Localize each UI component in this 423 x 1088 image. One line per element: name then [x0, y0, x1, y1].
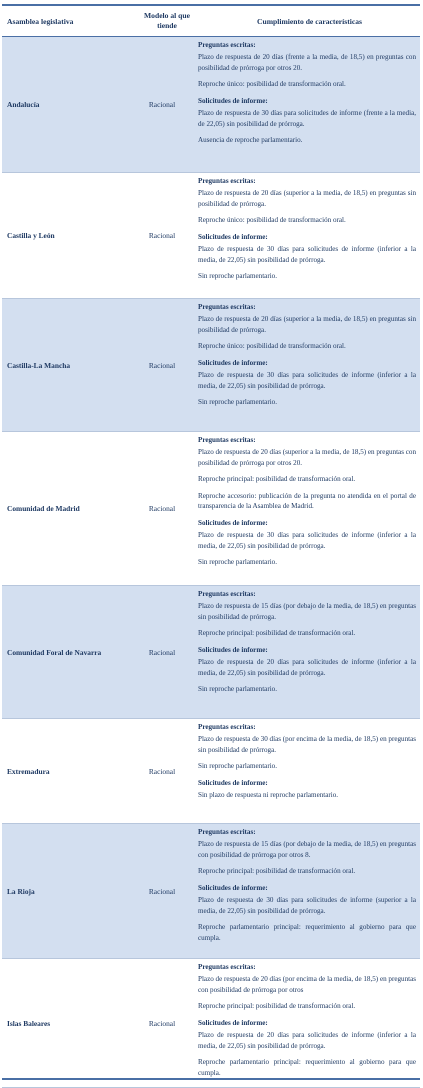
assembly-name: Comunidad Foral de Navarra — [7, 647, 102, 657]
section-heading: Solicitudes de informe: — [198, 1019, 268, 1027]
section-heading: Solicitudes de informe: — [198, 779, 268, 787]
compliance-text: Reproche parlamentario principal: requerimiento al gobierno para que cumpla. — [198, 923, 416, 942]
model-type: Racional — [148, 231, 176, 240]
section-heading: Preguntas escritas: — [198, 828, 256, 836]
section-heading: Solicitudes de informe: — [198, 233, 268, 241]
section-heading: Solicitudes de informe: — [198, 359, 268, 367]
compliance-text: Plazo de respuesta de 30 días para solicitudes de informe (inferior a la media, de 22,05) sin posibilidad de prórroga. — [198, 245, 416, 264]
compliance-text: Reproche único: posibilidad de transformación oral. — [198, 80, 346, 89]
table-bottom-rule — [2, 1078, 420, 1080]
table-header — [2, 6, 420, 37]
section-heading: Preguntas escritas: — [198, 41, 256, 49]
compliance-cell — [194, 586, 420, 718]
compliance-text: Plazo de respuesta de 30 días para solicitudes de informe (superior a la media, de 22,05) sin posibilidad de prórroga. — [198, 896, 416, 915]
model-type: Racional — [148, 886, 176, 896]
assembly-name: Castilla-La Mancha — [7, 360, 71, 370]
table-row — [2, 586, 420, 719]
table-row — [2, 37, 420, 173]
model-type: Racional — [148, 1018, 176, 1028]
header-compliance: Cumplimiento de características — [256, 16, 363, 26]
compliance-text: Plazo de respuesta de 30 días para solicitudes de informe (inferior a la media, de 22,05) sin posibilidad de prórroga. — [198, 371, 416, 390]
compliance-text: Reproche principal: posibilidad de transformación oral. — [198, 629, 356, 638]
compliance-text: Plazo de respuesta de 20 días (frente a la media, de 18,5) en preguntas con posibilidad de prórroga por otros 20. — [198, 53, 416, 72]
table-row — [2, 824, 420, 959]
compliance-text: Plazo de respuesta de 20 días (superior a la media, de 18,5) en preguntas sin posibilidad de prórroga. — [198, 189, 416, 208]
section-heading: Solicitudes de informe: — [198, 97, 268, 105]
assembly-name: Comunidad de Madrid — [7, 504, 80, 513]
table-row — [2, 719, 420, 824]
compliance-cell — [194, 824, 420, 958]
compliance-text: Plazo de respuesta de 15 días (por debajo de la media, de 18,5) en preguntas sin posibilidad de prórroga. — [198, 602, 416, 621]
header-model — [135, 6, 199, 36]
compliance-text: Reproche accesorio: publicación de la pregunta no atendida en el portal de transparencia de la Asamblea de Madrid. — [198, 492, 416, 511]
assembly-name: Castilla y León — [7, 231, 55, 240]
characteristics-table — [2, 4, 420, 1088]
compliance-cell — [194, 719, 420, 823]
compliance-text: Plazo de respuesta de 30 días para solicitudes de informe (inferior a la media, de 22,05) sin posibilidad de prórroga. — [198, 531, 416, 550]
section-heading: Solicitudes de informe: — [198, 884, 268, 892]
header-model-line1: Modelo al que — [144, 11, 190, 20]
compliance-cell — [194, 299, 420, 431]
compliance-text: Plazo de respuesta de 30 días para solicitudes de informe (frente a la media, de 22,05) sin posibilidad de prórroga. — [198, 109, 416, 128]
assembly-name: Islas Baleares — [7, 1018, 51, 1028]
section-heading: Solicitudes de informe: — [198, 519, 268, 527]
assembly-name: Andalucía — [7, 100, 40, 109]
compliance-text: Reproche principal: posibilidad de transformación oral. — [198, 1002, 356, 1011]
compliance-text: Sin plazo de respuesta ni reproche parlamentario. — [198, 791, 339, 800]
section-heading: Preguntas escritas: — [198, 590, 256, 598]
compliance-text: Reproche único: posibilidad de transformación oral. — [198, 342, 346, 351]
compliance-text: Sin reproche parlamentario. — [198, 685, 277, 694]
compliance-text: Reproche principal: posibilidad de transformación oral. — [198, 867, 356, 876]
model-type: Racional — [148, 100, 176, 109]
compliance-text: Plazo de respuesta de 30 días (por encima de la media, de 18,5) en preguntas sin posibilidad de prórroga. — [198, 735, 416, 754]
header-model-line2: tiende — [157, 21, 177, 30]
compliance-text: Sin reproche parlamentario. — [198, 558, 277, 567]
compliance-text: Sin reproche parlamentario. — [198, 398, 277, 407]
compliance-text: Reproche parlamentario principal: requerimiento al gobierno para que cumpla. — [198, 1058, 416, 1077]
section-heading: Preguntas escritas: — [198, 963, 256, 971]
model-type: Racional — [148, 766, 176, 776]
compliance-text: Plazo de respuesta de 20 días (por encima de la media, de 18,5) en preguntas con posibilidad de prórroga por otros — [198, 975, 416, 994]
compliance-text: Plazo de respuesta de 20 días (superior a la media, de 18,5) en preguntas con posibilidad de prórroga por otros 20. — [198, 448, 416, 467]
assembly-name: La Rioja — [7, 886, 35, 896]
header-assembly: Asamblea legislativa — [7, 16, 74, 26]
compliance-cell — [194, 959, 420, 1087]
compliance-text: Reproche único: posibilidad de transformación oral. — [198, 216, 346, 225]
table-row — [2, 432, 420, 586]
model-type: Racional — [148, 360, 176, 370]
section-heading: Solicitudes de informe: — [198, 646, 268, 654]
section-heading: Preguntas escritas: — [198, 436, 256, 444]
compliance-text: Sin reproche parlamentario. — [198, 272, 277, 281]
model-type: Racional — [148, 504, 176, 513]
section-heading: Preguntas escritas: — [198, 723, 256, 731]
section-heading: Preguntas escritas: — [198, 303, 256, 311]
compliance-text: Plazo de respuesta de 15 días (por debajo de la media, de 18,5) en preguntas con posibilidad de prórroga por otros 8. — [198, 840, 416, 859]
compliance-cell — [194, 173, 420, 298]
compliance-cell — [194, 37, 420, 172]
table-row — [2, 173, 420, 299]
assembly-name: Extremadura — [7, 766, 50, 776]
table-row — [2, 299, 420, 432]
compliance-text: Reproche principal: posibilidad de transformación oral. — [198, 475, 356, 484]
compliance-text: Ausencia de reproche parlamentario. — [198, 136, 303, 145]
model-type: Racional — [148, 647, 176, 657]
compliance-text: Plazo de respuesta de 20 días (superior a la media, de 18,5) en preguntas sin posibilidad de prórroga. — [198, 315, 416, 334]
table-body — [2, 37, 420, 1088]
compliance-cell — [194, 432, 420, 585]
section-heading: Preguntas escritas: — [198, 177, 256, 185]
compliance-text: Plazo de respuesta de 20 días para solicitudes de informe (inferior a la media, de 22,05) sin posibilidad de prórroga. — [198, 658, 416, 677]
compliance-text: Plazo de respuesta de 20 días para solicitudes de informe (inferior a la media, de 22,05) sin posibilidad de prórroga. — [198, 1031, 416, 1050]
compliance-text: Sin reproche parlamentario. — [198, 762, 277, 771]
table-row — [2, 959, 420, 1088]
